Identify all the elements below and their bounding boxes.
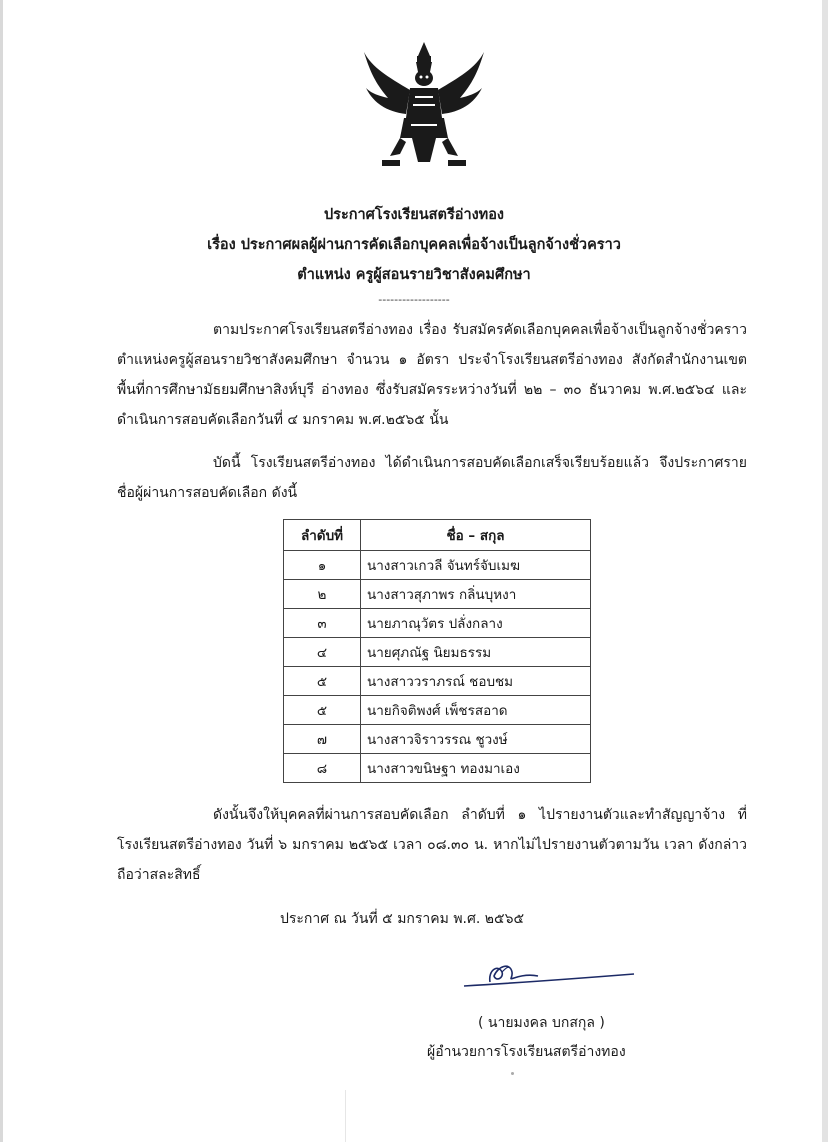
row-name: นายศุภณัฐ นิยมธรรม bbox=[361, 638, 591, 667]
heading-divider: ------------------ bbox=[378, 293, 450, 306]
signature-image bbox=[458, 958, 638, 992]
announcement-subject: เรื่อง ประกาศผลผู้ผ่านการคัดเลือกบุคคลเพื่อจ้างเป็นลูกจ้างชั่วคราว bbox=[207, 237, 621, 253]
row-number: ๕ bbox=[284, 667, 361, 696]
table-row bbox=[284, 754, 591, 783]
row-name: นายภาณุวัตร ปลั่งกลาง bbox=[361, 609, 591, 638]
row-number: ๓ bbox=[284, 609, 361, 638]
table-header-row bbox=[284, 520, 591, 551]
column-header-name: ชื่อ – สกุล bbox=[361, 520, 591, 551]
table-row bbox=[284, 551, 591, 580]
paper-crease bbox=[345, 1090, 346, 1142]
row-number: ๕ bbox=[284, 696, 361, 725]
page-left-edge bbox=[0, 0, 3, 1142]
column-header-number: ลำดับที่ bbox=[284, 520, 361, 551]
announcement-position: ตำแหน่ง ครูผู้สอนรายวิชาสังคมศึกษา bbox=[297, 267, 531, 283]
row-number: ๒ bbox=[284, 580, 361, 609]
table-row bbox=[284, 580, 591, 609]
paragraph-result bbox=[117, 448, 747, 508]
row-name: นางสาวสุภาพร กลิ่นบุหงา bbox=[361, 580, 591, 609]
signer-position: ผู้อำนวยการโรงเรียนสตรีอ่างทอง bbox=[427, 1044, 626, 1060]
row-name: นางสาวจิราวรรณ ชูวงษ์ bbox=[361, 725, 591, 754]
garuda-emblem-icon bbox=[360, 38, 488, 170]
row-number: ๘ bbox=[284, 754, 361, 783]
announcement-title: ประกาศโรงเรียนสตรีอ่างทอง bbox=[323, 207, 505, 223]
paragraph-result-text: บัดนี้ โรงเรียนสตรีอ่างทอง ได้ดำเนินการสอบคัดเลือกเสร็จเรียบร้อยแล้ว จึงประกาศรายชื่อผู้ผ่านการสอบคัดเลือก ดังนี้ bbox=[117, 455, 747, 501]
table-row bbox=[284, 725, 591, 754]
row-number: ๗ bbox=[284, 725, 361, 754]
row-name: นายกิจติพงศ์ เพ็ชรสอาด bbox=[361, 696, 591, 725]
paragraph-instructions-text: ดังนั้นจึงให้บุคคลที่ผ่านการสอบคัดเลือก ลำดับที่ ๑ ไปรายงานตัวและทำสัญญาจ้าง ที่โรงเรียนสตรีอ่างทอง วันที่ ๖ มกราคม ๒๕๖๕ เวลา ๐๘.๓๐ น. หากไม่ไปรายงานตัวตามวัน เวลา ดังกล่าว ถือว่าสละสิทธิ์ bbox=[117, 807, 747, 883]
table-row bbox=[284, 609, 591, 638]
table-row bbox=[284, 696, 591, 725]
page-right-edge bbox=[822, 0, 828, 1142]
paragraph-instructions bbox=[117, 800, 747, 890]
passed-candidates-table bbox=[283, 519, 591, 783]
paragraph-intro bbox=[117, 315, 747, 435]
signer-name: ( นายมงคล บกสกุล ) bbox=[478, 1015, 605, 1031]
row-name: นางสาววราภรณ์ ชอบชม bbox=[361, 667, 591, 696]
row-name: นางสาวขนิษฐา ทองมาเอง bbox=[361, 754, 591, 783]
table-row bbox=[284, 667, 591, 696]
stray-mark bbox=[511, 1072, 514, 1075]
announcement-date: ประกาศ ณ วันที่ ๕ มกราคม พ.ศ. ๒๕๖๕ bbox=[280, 911, 525, 927]
row-number: ๑ bbox=[284, 551, 361, 580]
paragraph-intro-text: ตามประกาศโรงเรียนสตรีอ่างทอง เรื่อง รับสมัครคัดเลือกบุคคลเพื่อจ้างเป็นลูกจ้างชั่วคราว ตำแหน่งครูผู้สอนรายวิชาสังคมศึกษา จำนวน ๑ อัตรา ประจำโรงเรียนสตรีอ่างทอง สังกัดสำนักงานเขตพื้นที่การศึกษามัธยมศึกษาสิงห์บุรี อ่างทอง ซึ่งรับสมัครระหว่างวันที่ ๒๒ – ๓๐ ธันวาคม พ.ศ.๒๕๖๔ และดำเนินการสอบคัดเลือกวันที่ ๔ มกราคม พ.ศ.๒๕๖๕ นั้น bbox=[117, 322, 747, 428]
table-row bbox=[284, 638, 591, 667]
row-number: ๔ bbox=[284, 638, 361, 667]
row-name: นางสาวเกวลี จันทร์จับเมฆ bbox=[361, 551, 591, 580]
